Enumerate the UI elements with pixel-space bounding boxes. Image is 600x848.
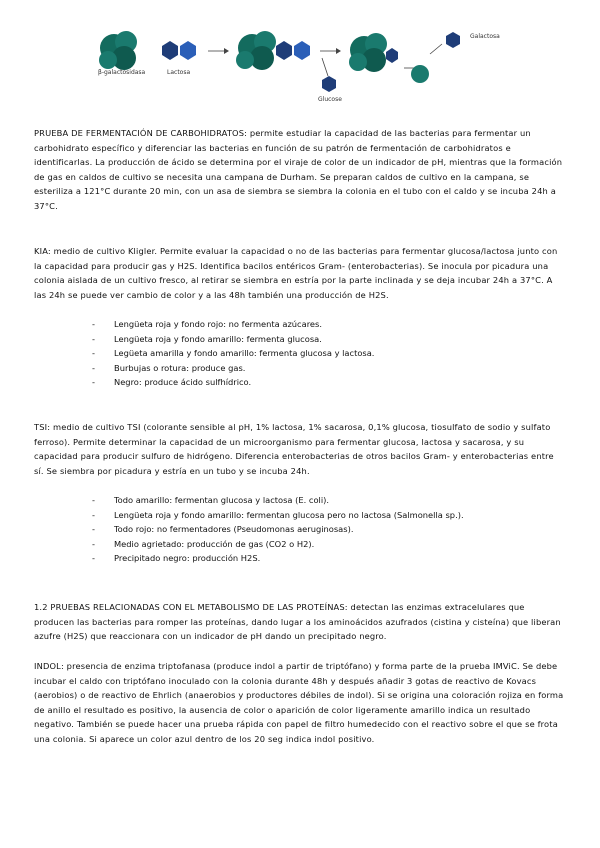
kia-results-list	[92, 317, 532, 390]
proteins-paragraph	[34, 600, 566, 644]
galactose-arrow	[430, 44, 442, 54]
list-item: - Medio agrietado: producción de gas (CO2 o H2).	[92, 537, 532, 552]
list-item: - Todo rojo: no fermentadores (Pseudomonas aeruginosas).	[92, 522, 532, 537]
list-item: - Lengüeta roja y fondo amarillo: fermentan glucosa pero no lactosa (Salmonella sp.).	[92, 508, 532, 523]
tsi-results-list	[92, 493, 532, 566]
arrow-head-2	[336, 48, 341, 54]
kia-paragraph	[34, 244, 566, 302]
list-item: - Lengüeta roja y fondo amarillo: fermenta glucosa.	[92, 332, 532, 347]
enzyme-substrate-complex	[236, 31, 310, 70]
glucose-molecule	[322, 76, 336, 92]
tsi-heading: TSI:	[34, 422, 51, 432]
proteins-text: detectan las enzimas extracelulares que producen las bacterias para romper las proteínas, dando lugar a los aminoácidos azufrados (cistina y cisteína) que liberan azufre (H2S) que reaccionara con un indicador de pH dando un precipitado negro.	[34, 602, 561, 642]
galactose-molecule	[446, 32, 460, 48]
enzyme-molecule-1	[99, 31, 137, 70]
glucose-arrow	[322, 58, 328, 76]
galactose-label: Galactosa	[470, 33, 500, 40]
enzyme-molecule-2	[349, 33, 398, 72]
lactose-label: Lactosa	[167, 69, 191, 76]
lactose-hydrolysis-diagram	[90, 18, 530, 108]
indol-text: presencia de enzima triptofanasa (produce indol a partir de triptófano) y forma parte de la prueba IMViC. Se debe incubar el caldo con triptófano inoculado con la colonia durante 48h y después añadir 3 gotas de reactivo de Kovacs (aerobios) o de reactivo de Ehrlich (anaerobios y productores débiles de indol). Si se origina una coloración rojiza en forma de anillo el resultado es positivo, la ausencia de color o aparición de color ligeramente amarillo indica un resultado negativo. También se puede hacer una prueba rápida con papel de filtro humedecido con el reactivo sobre el que se frota una colonia. Si aparece un color azul dentro de los 20 seg indica indol positivo.	[34, 661, 564, 744]
proteins-heading: 1.2 PRUEBAS RELACIONADAS CON EL METABOLISMO DE LAS PROTEÍNAS:	[34, 602, 348, 612]
list-item: - Negro: produce ácido sulfhídrico.	[92, 375, 532, 390]
free-enzyme-sphere	[411, 65, 429, 83]
kia-text: medio de cultivo Kligler. Permite evaluar la capacidad o no de las bacterias para fermentar glucosa/lactosa junto con la capacidad para producir gas y H2S. Identifica bacilos entéricos Gram- (enterobacterias). Se inocula por picadura una colonia aislada de un cultivo fresco, al retirar se siembra en estría por la parte inclinada y se deja incubar 24h a 37°C. A las 24h se puede ver cambio de color y a las 48h también una producción de H2S.	[34, 246, 558, 300]
fermentation-heading: PRUEBA DE FERMENTACIÓN DE CARBOHIDRATOS:	[34, 128, 248, 138]
fermentation-paragraph	[34, 126, 566, 214]
arrow-head-1	[224, 48, 229, 54]
list-item: - Burbujas o rotura: produce gas.	[92, 361, 532, 376]
indol-heading: INDOL:	[34, 661, 64, 671]
tsi-paragraph	[34, 420, 566, 478]
fermentation-text: permite estudiar la capacidad de las bacterias para fermentar un carbohidrato específico y diferenciar las bacterias en función de su patrón de fermentación de carbohidratos e identificarlas. La producción de ácido se determina por el viraje de color de un indicador de pH, mientras que la formación de gas en caldos de cultivo se necesita una campana de Durham. Se preparan caldos de cultivo en la campana, se esteriliza a 121°C durante 20 min, con un asa de siembra se siembra la colonia en el tubo con el caldo y se incuba 24h a 37°C.	[34, 128, 563, 211]
lactose-molecule	[162, 41, 196, 60]
list-item: - Lengüeta roja y fondo rojo: no fermenta azúcares.	[92, 317, 532, 332]
list-item: - Precipitado negro: producción H2S.	[92, 551, 532, 566]
indol-paragraph	[34, 659, 566, 747]
list-item: - Legüeta amarilla y fondo amarillo: fermenta glucosa y lactosa.	[92, 346, 532, 361]
kia-heading: KIA:	[34, 246, 51, 256]
glucose-label: Glucose	[318, 96, 342, 103]
enzyme-label: β-galactosidasa	[98, 69, 146, 76]
list-item: - Todo amarillo: fermentan glucosa y lactosa (E. coli).	[92, 493, 532, 508]
tsi-text: medio de cultivo TSI (colorante sensible al pH, 1% lactosa, 1% sacarosa, 0,1% glucosa, tiosulfato de sodio y sulfato ferroso). Permite determinar la capacidad de un microorganismo para fermentar glucosa, lactosa y sacarosa, y su capacidad para producir sulfuro de hidrógeno. Diferencia enterobacterias de otros bacilos Gram- y enterobacterias entre sí. Se siembra por picadura y estría en un tubo y se incuba 24h.	[34, 422, 554, 476]
